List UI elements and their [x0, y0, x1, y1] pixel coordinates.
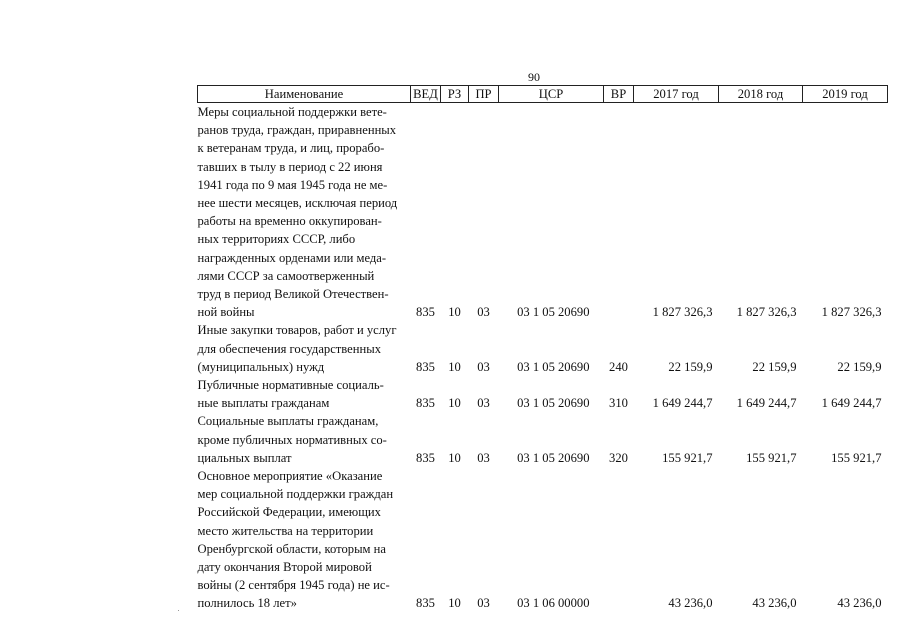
header-pr: ПР [469, 86, 499, 103]
cell-csr: 03 1 05 20690 [517, 450, 590, 465]
budget-table [197, 85, 888, 613]
name-line: Меры социальной поддержки вете- [197, 105, 387, 119]
cell-2019: 1 649 244,7 [821, 396, 882, 411]
name-line: для обеспечения государственных [197, 341, 382, 356]
row-name [198, 467, 411, 613]
cell-pr: 03 [477, 396, 490, 411]
row-name [198, 321, 411, 376]
cell-rz: 10 [448, 396, 461, 411]
cell-2019: 1 827 326,3 [821, 305, 882, 320]
scan-speck [178, 610, 179, 611]
name-line: ных территориях СССР, либо [197, 232, 356, 247]
header-ved: ВЕД [411, 86, 441, 103]
table-row [198, 321, 888, 376]
cell-2018: 43 236,0 [752, 596, 797, 611]
name-line: Социальные выплаты гражданам, [197, 414, 379, 429]
cell-rz: 10 [448, 596, 461, 611]
name-line: работы на временно оккупирован- [197, 214, 382, 229]
cell-2018: 1 827 326,3 [736, 305, 797, 320]
cell-2017: 22 159,9 [668, 359, 713, 374]
cell-2017: 1 649 244,7 [652, 396, 713, 411]
header-2018: 2018 год [719, 86, 803, 103]
name-line: Основное мероприятие «Оказание [197, 469, 383, 484]
name-line: награжденных орденами или меда- [197, 250, 387, 265]
table-row [198, 412, 888, 467]
cell-2018: 1 649 244,7 [736, 396, 797, 411]
cell-2019: 22 159,9 [837, 359, 882, 374]
header-row [198, 86, 888, 103]
cell-rz: 10 [448, 359, 461, 374]
name-line: Оренбургской области, которым на [197, 541, 387, 556]
cell-ved: 835 [416, 396, 435, 411]
cell-ved: 835 [416, 359, 435, 374]
name-line: лями СССР за самоотверженный [197, 268, 375, 283]
name-line: мер социальной поддержки граждан [197, 487, 394, 502]
name-line: тавших в тылу в период с 22 июня [197, 159, 383, 174]
name-line: кроме публичных нормативных со- [197, 432, 387, 447]
cell-2018: 155 921,7 [746, 450, 797, 465]
cell-pr: 03 [477, 305, 490, 320]
cell-2019: 43 236,0 [837, 596, 882, 611]
name-line: ранов труда, граждан, приравненных [197, 123, 397, 138]
name-line: Публичные нормативные социаль- [197, 378, 384, 393]
cell-rz: 10 [448, 450, 461, 465]
cell-ved: 835 [416, 596, 435, 611]
name-line: дату окончания Второй мировой [197, 560, 372, 575]
cell-2017: 43 236,0 [668, 596, 713, 611]
name-line: к ветеранам труда, и лиц, прорабо- [197, 141, 385, 156]
cell-csr: 03 1 06 00000 [517, 596, 590, 611]
name-line: 1941 года по 9 мая 1945 года не ме- [197, 177, 388, 192]
cell-pr: 03 [477, 450, 490, 465]
name-line: ной войны [197, 305, 255, 320]
name-line: (муниципальных) нужд [197, 359, 325, 374]
cell-csr: 03 1 05 20690 [517, 305, 590, 320]
table-row [198, 103, 888, 322]
table-row [198, 376, 888, 412]
cell-2018: 22 159,9 [752, 359, 797, 374]
header-vr: ВР [604, 86, 634, 103]
name-line: полнилось 18 лет» [197, 596, 297, 611]
cell-vr: 320 [609, 450, 628, 465]
table-row [198, 467, 888, 613]
cell-2017: 1 827 326,3 [652, 305, 713, 320]
row-name [198, 412, 411, 467]
cell-vr: 240 [609, 359, 628, 374]
header-name: Наименование [198, 86, 411, 103]
header-csr: ЦСР [499, 86, 604, 103]
cell-pr: 03 [477, 596, 490, 611]
header-2019: 2019 год [803, 86, 888, 103]
cell-pr: 03 [477, 359, 490, 374]
name-line: труд в период Великой Отечествен- [197, 287, 389, 302]
cell-ved: 835 [416, 450, 435, 465]
cell-rz: 10 [448, 305, 461, 320]
cell-2019: 155 921,7 [831, 450, 882, 465]
row-name [198, 376, 411, 412]
cell-vr [604, 103, 634, 322]
cell-csr: 03 1 05 20690 [517, 359, 590, 374]
cell-2017: 155 921,7 [662, 450, 713, 465]
header-2017: 2017 год [634, 86, 719, 103]
name-line: войны (2 сентября 1945 года) не ис- [197, 578, 390, 593]
name-line: ные выплаты гражданам [197, 396, 330, 411]
name-line: Иные закупки товаров, работ и услуг [197, 323, 397, 338]
name-line: циальных выплат [197, 450, 292, 465]
cell-csr: 03 1 05 20690 [517, 396, 590, 411]
name-line: нее шести месяцев, исключая период [197, 196, 398, 211]
cell-ved: 835 [416, 305, 435, 320]
page-number: 90 [528, 70, 540, 84]
header-rz: РЗ [441, 86, 469, 103]
row-name [198, 103, 411, 322]
cell-vr [604, 467, 634, 613]
name-line: Российской Федерации, имеющих [197, 505, 381, 520]
cell-vr: 310 [609, 396, 628, 411]
name-line: место жительства на территории [197, 523, 374, 538]
